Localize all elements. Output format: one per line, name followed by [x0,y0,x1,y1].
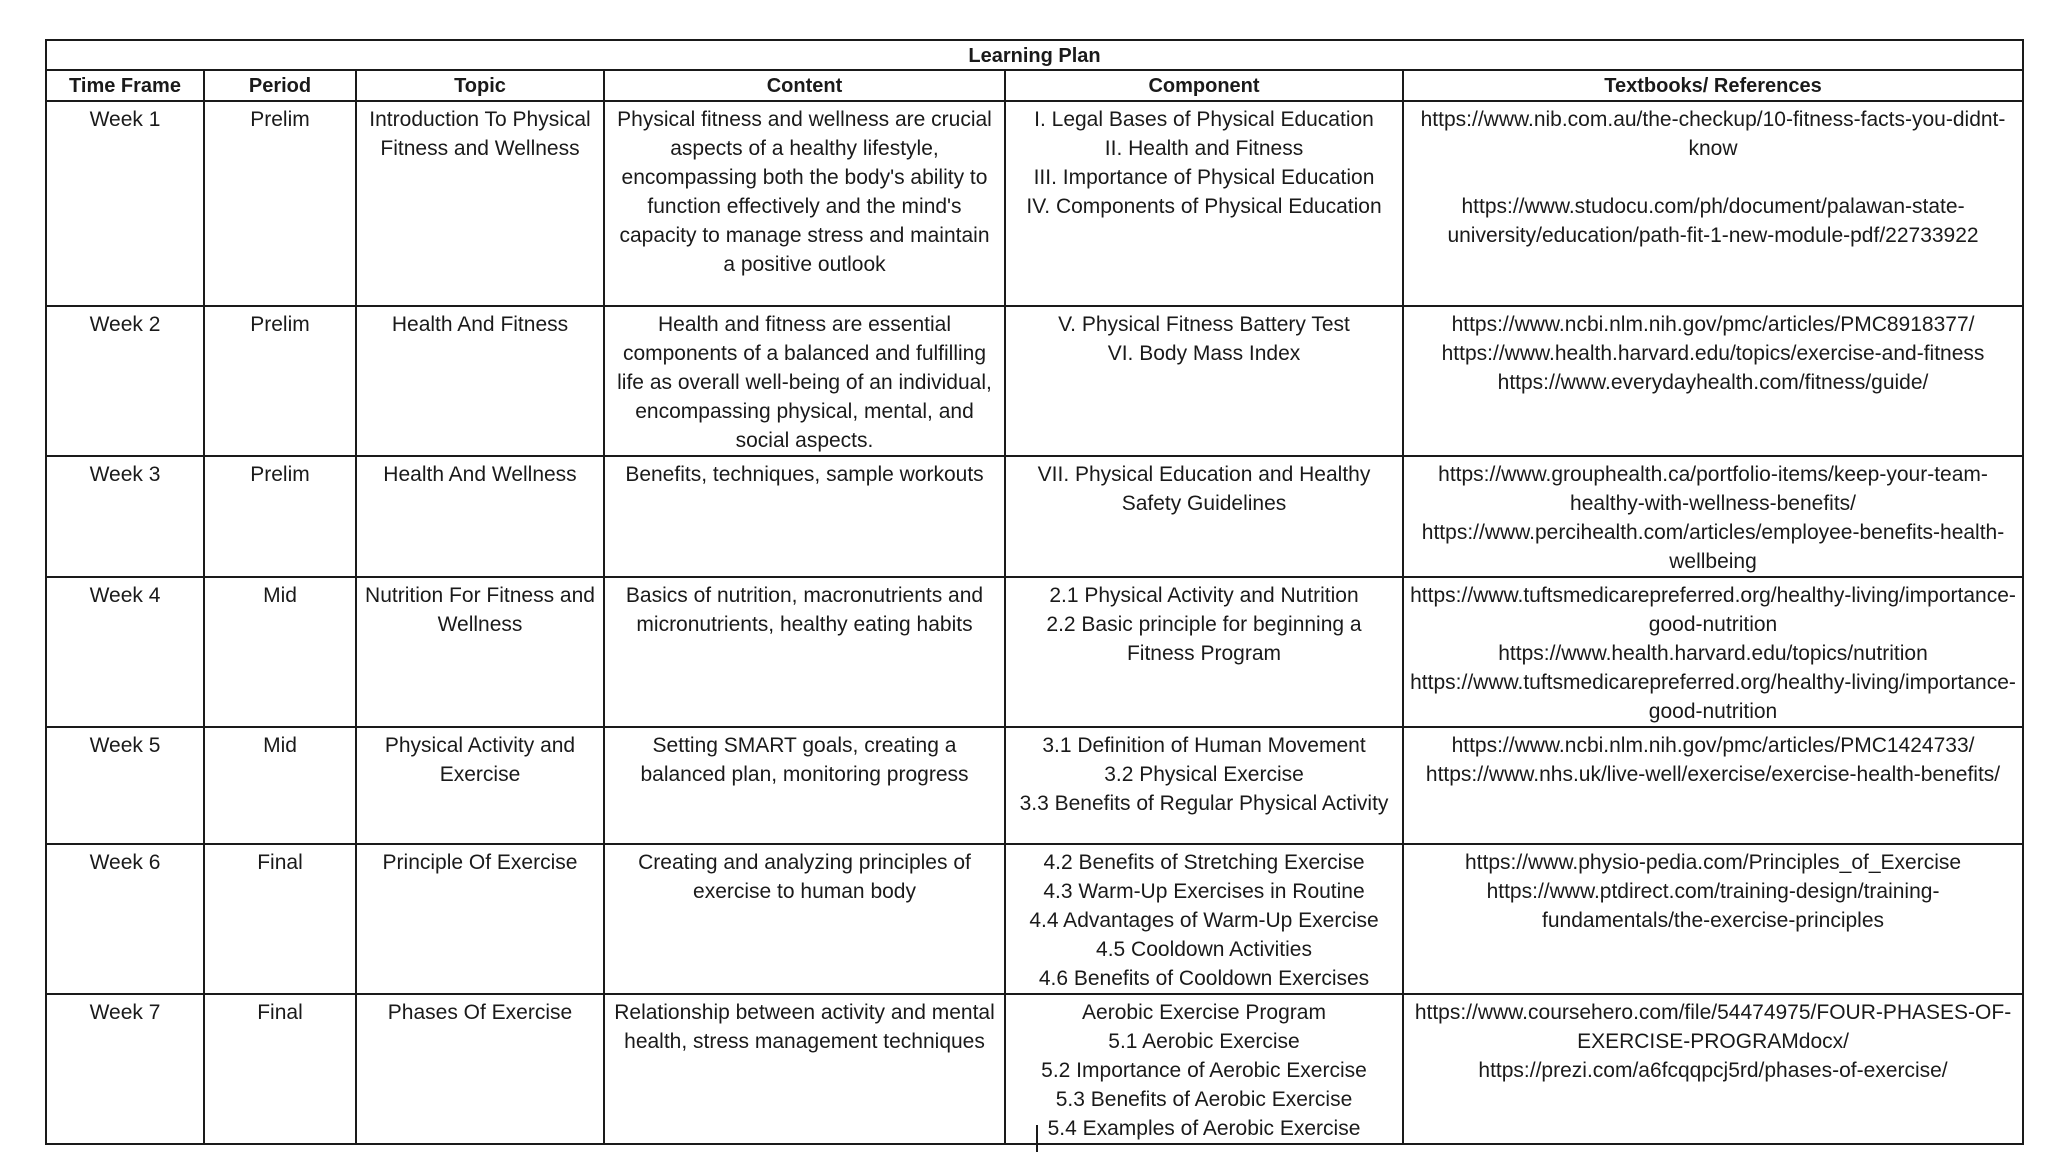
header-row [46,70,2023,101]
component-cell [1005,577,1403,727]
topic-cell: Health And Wellness [356,456,604,577]
component-item: I. Legal Bases of Physical Education [1034,108,1374,131]
table-row [46,306,2023,456]
reference-link[interactable]: https://prezi.com/a6fcqqpcj5rd/phases-of-exercise/ [1478,1059,1948,1082]
reference-link[interactable]: https://www.studocu.com/ph/document/palawan-state-university/education/path-fit-1-new-module-pdf/22733922 [1447,195,1979,247]
learning-plan-table [45,39,2024,1145]
table-row [46,994,2023,1144]
topic-cell: Health And Fitness [356,306,604,456]
component-item: 5.1 Aerobic Exercise [1108,1030,1300,1053]
reference-link[interactable]: https://www.coursehero.com/file/54474975/FOUR-PHASES-OF-EXERCISE-PROGRAMdocx/ [1414,1001,2012,1053]
period-cell: Prelim [204,101,356,306]
component-item: 3.1 Definition of Human Movement [1042,734,1366,757]
component-cell [1005,306,1403,456]
time-frame-cell: Week 6 [46,844,204,994]
reference-link[interactable]: https://www.nib.com.au/the-checkup/10-fitness-facts-you-didnt-know [1420,108,2006,160]
content-cell: Physical fitness and wellness are crucial aspects of a healthy lifestyle, encompassing both the body's ability to function effectively and the mind's capacity to manage stress and maintain a positive outlook [604,101,1005,306]
component-item: 4.3 Warm-Up Exercises in Routine [1043,880,1365,903]
reference-link[interactable]: https://www.health.harvard.edu/topics/nutrition [1498,642,1928,665]
period-cell: Final [204,844,356,994]
component-item: IV. Components of Physical Education [1026,195,1382,218]
time-frame-cell: Week 4 [46,577,204,727]
reference-link[interactable]: https://www.ptdirect.com/training-design/training-fundamentals/the-exercise-principles [1486,880,1940,932]
component-cell [1005,994,1403,1144]
component-item: Aerobic Exercise Program [1082,1001,1326,1024]
period-cell: Mid [204,577,356,727]
component-cell [1005,844,1403,994]
time-frame-cell: Week 1 [46,101,204,306]
references-cell [1403,101,2023,306]
topic-cell: Phases Of Exercise [356,994,604,1144]
reference-link[interactable]: https://www.everydayhealth.com/fitness/guide/ [1497,371,1929,394]
reference-link[interactable]: https://www.health.harvard.edu/topics/exercise-and-fitness [1441,342,1985,365]
content-cell: Relationship between activity and mental health, stress management techniques [604,994,1005,1144]
period-cell: Mid [204,727,356,844]
table-row [46,456,2023,577]
references-cell [1403,844,2023,994]
header-component: Component [1005,70,1403,101]
period-cell: Prelim [204,456,356,577]
time-frame-cell: Week 7 [46,994,204,1144]
component-item: 4.4 Advantages of Warm-Up Exercise 4.5 Cooldown Activities [1029,909,1379,961]
component-item: 3.2 Physical Exercise [1104,763,1304,786]
component-item: 3.3 Benefits of Regular Physical Activity [1019,792,1389,815]
references-cell [1403,306,2023,456]
content-cell: Creating and analyzing principles of exercise to human body [604,844,1005,994]
component-cell [1005,727,1403,844]
component-item: 5.2 Importance of Aerobic Exercise [1041,1059,1367,1082]
reference-link[interactable]: https://www.tuftsmedicarepreferred.org/healthy-living/importance-good-nutrition [1410,671,2016,723]
reference-link[interactable]: https://www.ncbi.nlm.nih.gov/pmc/articles/PMC1424733/ [1451,734,1975,757]
component-item: V. Physical Fitness Battery Test [1058,313,1350,336]
header-content: Content [604,70,1005,101]
reference-spacer [1410,163,2016,192]
content-cell: Benefits, techniques, sample workouts [604,456,1005,577]
period-cell: Final [204,994,356,1144]
table-row [46,577,2023,727]
reference-link[interactable]: https://www.nhs.uk/live-well/exercise/exercise-health-benefits/ [1425,763,2001,786]
table-title: Learning Plan [46,40,2023,70]
content-cell: Setting SMART goals, creating a balanced plan, monitoring progress [604,727,1005,844]
topic-cell: Physical Activity and Exercise [356,727,604,844]
component-cell [1005,101,1403,306]
component-item: VI. Body Mass Index [1107,342,1301,365]
references-cell [1403,727,2023,844]
time-frame-cell: Week 2 [46,306,204,456]
text-cursor [1036,1125,1038,1152]
references-cell [1403,456,2023,577]
topic-cell: Nutrition For Fitness and Wellness [356,577,604,727]
component-cell [1005,456,1403,577]
reference-link[interactable]: https://www.percihealth.com/articles/employee-benefits-health-wellbeing [1421,521,2005,573]
topic-cell: Introduction To Physical Fitness and Wellness [356,101,604,306]
header-references: Textbooks/ References [1403,70,2023,101]
content-cell: Health and fitness are essential components of a balanced and fulfilling life as overall well-being of an individual, encompassing physical, mental, and social aspects. [604,306,1005,456]
header-period: Period [204,70,356,101]
reference-link[interactable]: https://www.ncbi.nlm.nih.gov/pmc/articles/PMC8918377/ [1451,313,1975,336]
component-item: 4.2 Benefits of Stretching Exercise [1043,851,1365,874]
table-row [46,844,2023,994]
time-frame-cell: Week 5 [46,727,204,844]
references-cell [1403,994,2023,1144]
component-item: 5.4 Examples of Aerobic Exercise [1047,1117,1361,1140]
header-time-frame: Time Frame [46,70,204,101]
reference-link[interactable]: https://www.grouphealth.ca/portfolio-items/keep-your-team-healthy-with-wellness-benefits/ [1438,463,1988,515]
time-frame-cell: Week 3 [46,456,204,577]
component-item: VII. Physical Education and Healthy Safety Guidelines [1037,463,1371,515]
header-topic: Topic [356,70,604,101]
component-item: III. Importance of Physical Education [1033,166,1375,189]
component-item: 5.3 Benefits of Aerobic Exercise [1055,1088,1353,1111]
component-item: 2.1 Physical Activity and Nutrition [1049,584,1359,607]
topic-cell: Principle Of Exercise [356,844,604,994]
reference-link[interactable]: https://www.physio-pedia.com/Principles_of_Exercise [1464,851,1962,874]
component-item: 2.2 Basic principle for beginning a Fitness Program [1046,613,1362,665]
table-row [46,727,2023,844]
component-item: II. Health and Fitness [1104,137,1304,160]
component-item: 4.6 Benefits of Cooldown Exercises [1038,967,1370,990]
table-row [46,101,2023,306]
content-cell: Basics of nutrition, macronutrients and micronutrients, healthy eating habits [604,577,1005,727]
reference-link[interactable]: https://www.tuftsmedicarepreferred.org/healthy-living/importance-good-nutrition [1410,584,2016,636]
period-cell: Prelim [204,306,356,456]
references-cell [1403,577,2023,727]
